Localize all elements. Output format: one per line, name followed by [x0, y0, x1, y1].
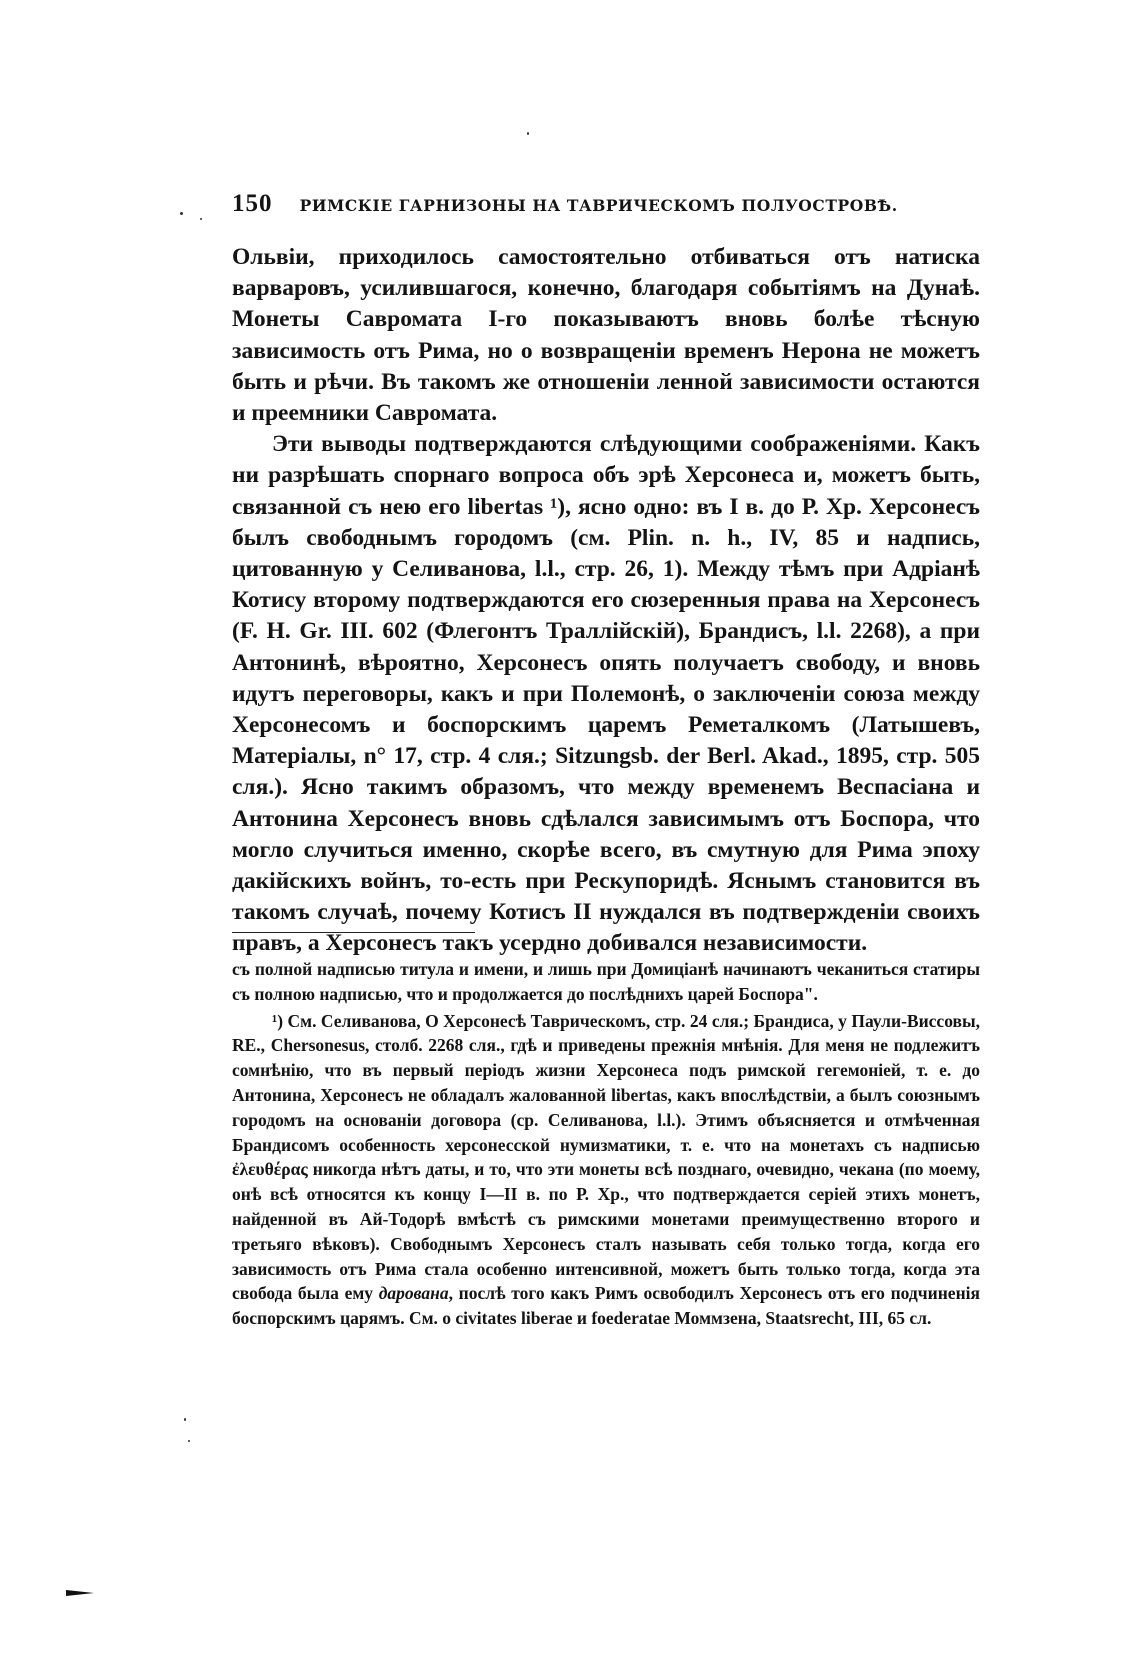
page-header	[232, 190, 932, 222]
page-number: 150	[232, 190, 273, 217]
footnotes	[232, 957, 980, 1331]
footnote-1-text-b: , послѣ того какъ Римъ освободилъ Херсонесъ отъ его подчиненія боспорскимъ царямъ. См. о civitates liberae и foederatae Моммзена, Staatsrecht, III, 65 сл.	[232, 1283, 980, 1329]
scan-speck	[527, 132, 529, 135]
scan-speck	[180, 212, 183, 215]
footnote-1-italic-word: дарована	[378, 1283, 449, 1304]
main-text	[232, 242, 980, 960]
footnote-1-text-a: ¹) См. Селиванова, О Херсонесѣ Таврическомъ, стр. 24 сля.; Брандиса, у Паули-Виссовы, RE., Chersonesus, столб. 2268 сля., гдѣ и приведены прежнія мнѣнія. Для меня не подлежитъ сомнѣнію, что въ первый періодъ жизни Херсонеса подъ римской гегемоніей, т. е. до Антонина, Херсонесъ не обладалъ жалованной libertas, какъ впослѣдствіи, а былъ союзнымъ городомъ на основаніи договора (ср. Селиванова, l.l.). Этимъ объясняется и отмѣченная Брандисомъ особенность херсонесской нумизматики, т. е. что на монетахъ съ надписью ἐλευθέρας никогда нѣтъ даты, и то, что эти монеты всѣ позднаго, очевидно, чекана (по моему, онѣ всѣ относятся къ концу I—II в. по Р. Хр., что подтверждается серіей этихъ монетъ, найденной въ Ай-Тодорѣ вмѣстѣ съ римскими монетами преимущественно второго и третьяго вѣковъ). Свободнымъ Херсонесъ сталъ называть себя только тогда, когда его зависимость отъ Рима стала особенно интенсивной, можетъ быть только тогда, когда эта свобода была ему	[232, 1010, 980, 1304]
scan-speck	[200, 218, 202, 220]
paragraph-1: Ольвіи, приходилось самостоятельно отбиваться отъ натиска варваровъ, усилившагося, конечно, благодаря событіямъ на Дунаѣ. Монеты Савромата І-го показываютъ вновь болѣе тѣсную зависимость отъ Рима, но о возвращеніи временъ Нерона не можетъ быть и рѣчи. Въ такомъ же отношеніи ленной зависимости остаются и преемники Савромата.	[232, 244, 980, 427]
scan-speck	[188, 1440, 190, 1442]
scan-edge-mark	[66, 1590, 94, 1596]
running-title: РИМСКІЕ ГАРНИЗОНЫ НА ТАВРИЧЕСКОМЪ ПОЛУОСТРОВѢ.	[299, 196, 898, 215]
footnote-1	[232, 1009, 980, 1331]
footnote-separator	[232, 932, 475, 933]
paragraph-2: Эти выводы подтверждаются слѣдующими соображеніями. Какъ ни разрѣшать спорнаго вопроса объ эрѣ Херсонеса и, можетъ быть, связанной съ нею его libertas ¹), ясно одно: въ І в. до Р. Хр. Херсонесъ былъ свободнымъ городомъ (см. Plin. n. h., IV, 85 и надпись, цитованную у Селиванова, l.l., стр. 26, 1). Между тѣмъ при Адріанѣ Котису второму подтверждаются его сюзеренныя права на Херсонесъ (F. H. Gr. III. 602 (Флегонтъ Траллійскій), Брандисъ, l.l. 2268), а при Антонинѣ, вѣроятно, Херсонесъ опять получаетъ свободу, и вновь идутъ переговоры, какъ и при Полемонѣ, о заключеніи союза между Херсонесомъ и боспорскимъ царемъ Реметалкомъ (Латышевъ, Матеріалы, n° 17, стр. 4 сля.; Sitzungsb. der Berl. Akad., 1895, стр. 505 сля.). Ясно такимъ образомъ, что между временемъ Веспасіана и Антонина Херсонесъ вновь сдѣлался зависимымъ отъ Боспора, что могло случиться именно, скорѣе всего, въ смутную для Рима эпоху дакійскихъ войнъ, то-есть при Рескупоридѣ. Яснымъ становится въ такомъ случаѣ, почему Котисъ II нуждался въ подтвержденіи своихъ правъ, а Херсонесъ такъ усердно добивался независимости.	[232, 431, 980, 957]
footnote-continuation: съ полной надписью титула и имени, и лишь при Домиціанѣ начинаютъ чеканиться статиры съ полною надписью, что и продолжается до послѣднихъ царей Боспора".	[232, 959, 980, 1004]
scan-speck	[184, 1418, 186, 1421]
